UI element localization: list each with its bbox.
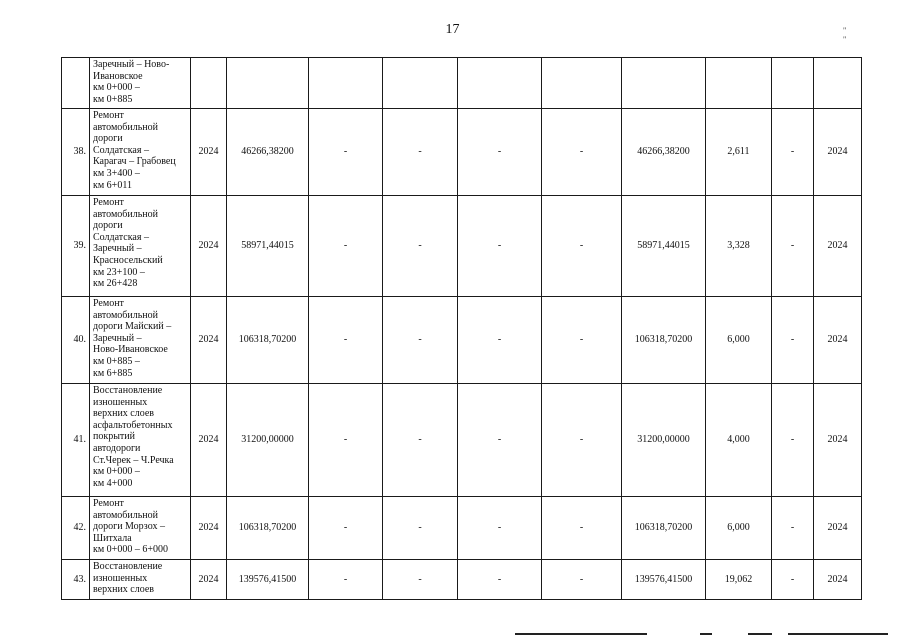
cell-c1: - — [309, 497, 383, 560]
cell-c2: - — [383, 384, 458, 497]
table-row — [62, 384, 862, 497]
cell-c5: - — [772, 497, 814, 560]
table-row-continuation — [62, 58, 862, 109]
financing-table — [61, 57, 862, 600]
cell-amount: 106318,70200 — [622, 297, 706, 384]
cell-c1: - — [309, 109, 383, 196]
cell-c3: - — [458, 497, 542, 560]
cell-year: 2024 — [191, 196, 227, 297]
cell-c4: - — [542, 196, 622, 297]
cell-total: 139576,41500 — [227, 560, 309, 600]
cell-year — [191, 58, 227, 109]
cell-total: 46266,38200 — [227, 109, 309, 196]
cell-total: 31200,00000 — [227, 384, 309, 497]
cell-num: 41. — [62, 384, 90, 497]
cell-name: Восстановление изношенных верхних слоев — [90, 560, 191, 600]
cell-c4: - — [542, 497, 622, 560]
cell-year: 2024 — [191, 497, 227, 560]
cell-c5: - — [772, 297, 814, 384]
cell-c3: - — [458, 297, 542, 384]
cell-length: 19,062 — [706, 560, 772, 600]
cell-c2: - — [383, 297, 458, 384]
cell-c5: - — [772, 109, 814, 196]
cell-num: 42. — [62, 497, 90, 560]
cell-length: 6,000 — [706, 297, 772, 384]
cell-c3: - — [458, 384, 542, 497]
cell-num: 38. — [62, 109, 90, 196]
cell-end-year: 2024 — [814, 497, 862, 560]
cell-total — [227, 58, 309, 109]
cell-c2 — [383, 58, 458, 109]
footer-line — [748, 633, 772, 635]
cell-amount: 46266,38200 — [622, 109, 706, 196]
cell-num: 43. — [62, 560, 90, 600]
table-row — [62, 497, 862, 560]
cell-c1: - — [309, 297, 383, 384]
footer-line — [515, 633, 647, 635]
cell-name: Ремонт автомобильной дороги Солдатская – Заречный – Красносельский км 23+100 – км 26+428 — [90, 196, 191, 297]
cell-c5: - — [772, 560, 814, 600]
cell-name: Ремонт автомобильной дороги Майский – Заречный – Ново-Ивановское км 0+885 – км 6+885 — [90, 297, 191, 384]
cell-c1: - — [309, 560, 383, 600]
footer-scan-lines — [0, 633, 905, 637]
footer-line — [788, 633, 888, 635]
table-row — [62, 560, 862, 600]
cell-c1: - — [309, 384, 383, 497]
cell-end-year: 2024 — [814, 196, 862, 297]
table-row — [62, 196, 862, 297]
cell-c1 — [309, 58, 383, 109]
table-row — [62, 297, 862, 384]
cell-amount: 58971,44015 — [622, 196, 706, 297]
cell-length: 4,000 — [706, 384, 772, 497]
cell-end-year: 2024 — [814, 560, 862, 600]
cell-c5 — [772, 58, 814, 109]
cell-c2: - — [383, 497, 458, 560]
footer-line — [700, 633, 712, 635]
cell-c3: - — [458, 109, 542, 196]
cell-c5: - — [772, 196, 814, 297]
cell-amount — [622, 58, 706, 109]
cell-name: Ремонт автомобильной дороги Солдатская – Карагач – Грабовец км 3+400 – км 6+011 — [90, 109, 191, 196]
cell-amount: 31200,00000 — [622, 384, 706, 497]
cell-c4: - — [542, 297, 622, 384]
cell-length — [706, 58, 772, 109]
cell-c4: - — [542, 384, 622, 497]
cell-year: 2024 — [191, 297, 227, 384]
cell-c1: - — [309, 196, 383, 297]
cell-year: 2024 — [191, 384, 227, 497]
cell-c4 — [542, 58, 622, 109]
cell-amount: 106318,70200 — [622, 497, 706, 560]
cell-name: Ремонт автомобильной дороги Морзох – Шитхала км 0+000 – 6+000 — [90, 497, 191, 560]
cell-c3: - — [458, 196, 542, 297]
cell-c4: - — [542, 109, 622, 196]
cell-amount: 139576,41500 — [622, 560, 706, 600]
cell-name: Заречный – Ново- Ивановское км 0+000 – км 0+885 — [90, 58, 191, 109]
cell-length: 2,611 — [706, 109, 772, 196]
cell-c3 — [458, 58, 542, 109]
cell-end-year: 2024 — [814, 297, 862, 384]
cell-num: 40. — [62, 297, 90, 384]
page-number: 17 — [445, 22, 460, 37]
cell-num: 39. — [62, 196, 90, 297]
cell-length: 6,000 — [706, 497, 772, 560]
cell-end-year: 2024 — [814, 109, 862, 196]
cell-length: 3,328 — [706, 196, 772, 297]
cell-total: 58971,44015 — [227, 196, 309, 297]
table-row — [62, 109, 862, 196]
cell-num — [62, 58, 90, 109]
cell-c2: - — [383, 196, 458, 297]
corner-marks: " " — [843, 26, 877, 44]
cell-c5: - — [772, 384, 814, 497]
cell-c2: - — [383, 109, 458, 196]
cell-end-year — [814, 58, 862, 109]
cell-year: 2024 — [191, 560, 227, 600]
cell-year: 2024 — [191, 109, 227, 196]
cell-end-year: 2024 — [814, 384, 862, 497]
cell-c2: - — [383, 560, 458, 600]
cell-name: Восстановление изношенных верхних слоев асфальтобетонных покрытий автодороги Ст.Черек – Ч.Речка км 0+000 – км 4+000 — [90, 384, 191, 497]
cell-total: 106318,70200 — [227, 497, 309, 560]
cell-c4: - — [542, 560, 622, 600]
cell-total: 106318,70200 — [227, 297, 309, 384]
cell-c3: - — [458, 560, 542, 600]
